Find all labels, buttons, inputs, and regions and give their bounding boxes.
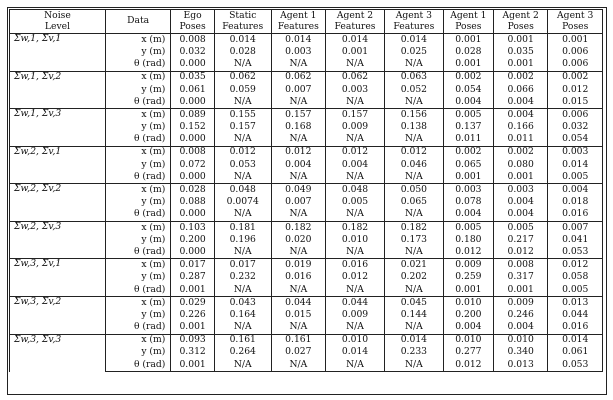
value-cell: 0.054 (443, 84, 493, 96)
value-cell: 0.232 (214, 272, 271, 284)
value-cell: N/A (326, 96, 385, 109)
value-cell: 0.025 (384, 46, 443, 58)
value-cell: 0.078 (443, 196, 493, 208)
value-cell: 0.012 (384, 146, 443, 159)
value-cell: 0.200 (443, 309, 493, 321)
column-header-line: Poses (455, 20, 482, 32)
value-cell: 0.156 (384, 109, 443, 122)
value-cell: 0.014 (214, 34, 271, 47)
value-cell: 0.088 (171, 196, 215, 208)
value-cell: 0.019 (271, 259, 326, 272)
value-cell: 0.004 (493, 196, 548, 208)
value-cell: 0.001 (443, 58, 493, 71)
table-row (10, 109, 603, 122)
value-cell: 0.000 (171, 246, 215, 259)
value-cell: 0.202 (384, 272, 443, 284)
value-cell: N/A (326, 246, 385, 259)
value-cell: 0.137 (443, 121, 493, 133)
value-cell: 0.059 (214, 84, 271, 96)
value-cell: 0.0074 (214, 196, 271, 208)
value-cell: 0.144 (384, 309, 443, 321)
value-cell: 0.014 (548, 159, 603, 171)
value-cell: 0.103 (171, 221, 215, 234)
value-cell: 0.053 (214, 159, 271, 171)
value-cell: 0.014 (384, 34, 443, 47)
value-cell: 0.093 (171, 334, 215, 347)
noise-level-cell: Σw,2, Σv,2 (10, 184, 106, 222)
column-header-line: Features (222, 20, 264, 32)
data-label-cell: y (m) (105, 234, 170, 246)
value-cell: 0.002 (493, 71, 548, 84)
value-cell: 0.001 (493, 171, 548, 184)
value-cell: 0.041 (548, 234, 603, 246)
value-cell: N/A (214, 96, 271, 109)
value-cell: 0.004 (326, 159, 385, 171)
value-cell: 0.080 (493, 159, 548, 171)
value-cell: 0.005 (443, 221, 493, 234)
column-header (10, 10, 106, 34)
value-cell: 0.005 (443, 109, 493, 122)
value-cell: 0.006 (548, 58, 603, 71)
value-cell: 0.009 (326, 309, 385, 321)
value-cell: N/A (326, 209, 385, 222)
value-cell: 0.043 (214, 296, 271, 309)
value-cell: 0.003 (271, 46, 326, 58)
value-cell: N/A (384, 321, 443, 334)
column-header-line: Poses (562, 20, 589, 32)
header-row (10, 10, 603, 34)
value-cell: 0.016 (326, 259, 385, 272)
value-cell: 0.014 (384, 334, 443, 347)
table-row (10, 259, 603, 272)
value-cell: 0.007 (548, 221, 603, 234)
column-header-line: Features (334, 20, 376, 32)
value-cell: 0.021 (384, 259, 443, 272)
noise-level-cell: Σw,2, Σv,3 (10, 221, 106, 259)
table-row (10, 184, 603, 197)
value-cell: 0.010 (326, 334, 385, 347)
value-cell: 0.017 (214, 259, 271, 272)
value-cell: 0.014 (326, 347, 385, 359)
value-cell: 0.008 (493, 259, 548, 272)
column-header-line: Poses (507, 20, 534, 32)
value-cell: 0.005 (493, 221, 548, 234)
data-label-cell: θ (rad) (105, 58, 170, 71)
column-header-line: Agent 1 (450, 10, 487, 21)
column-header (214, 10, 271, 34)
value-cell: 0.062 (214, 71, 271, 84)
value-cell: 0.066 (493, 84, 548, 96)
value-cell: 0.012 (443, 359, 493, 372)
value-cell: 0.048 (214, 184, 271, 197)
value-cell: N/A (384, 246, 443, 259)
value-cell: 0.007 (271, 84, 326, 96)
value-cell: 0.089 (171, 109, 215, 122)
value-cell: 0.007 (271, 196, 326, 208)
value-cell: N/A (271, 96, 326, 109)
value-cell: 0.317 (493, 272, 548, 284)
value-cell: N/A (271, 134, 326, 147)
column-header-line: Features (277, 20, 319, 32)
value-cell: 0.002 (548, 71, 603, 84)
value-cell: 0.277 (443, 347, 493, 359)
value-cell: 0.004 (443, 96, 493, 109)
value-cell: 0.028 (443, 46, 493, 58)
value-cell: 0.001 (548, 34, 603, 47)
data-label-cell: θ (rad) (105, 96, 170, 109)
value-cell: 0.058 (548, 272, 603, 284)
value-cell: N/A (271, 359, 326, 372)
data-label-cell: y (m) (105, 46, 170, 58)
value-cell: 0.003 (443, 184, 493, 197)
value-cell: 0.000 (171, 171, 215, 184)
value-cell: 0.016 (548, 321, 603, 334)
data-label-cell: θ (rad) (105, 284, 170, 297)
value-cell: 0.045 (384, 296, 443, 309)
value-cell: 0.053 (548, 246, 603, 259)
value-cell: 0.012 (326, 146, 385, 159)
value-cell: N/A (326, 321, 385, 334)
value-cell: N/A (384, 359, 443, 372)
value-cell: N/A (214, 359, 271, 372)
value-cell: 0.001 (443, 284, 493, 297)
value-cell: N/A (271, 321, 326, 334)
value-cell: 0.181 (214, 221, 271, 234)
value-cell: 0.001 (493, 34, 548, 47)
value-cell: 0.152 (171, 121, 215, 133)
value-cell: 0.009 (443, 259, 493, 272)
noise-level-cell: Σw,1, Σv,1 (10, 34, 106, 72)
value-cell: 0.340 (493, 347, 548, 359)
value-cell: 0.012 (493, 246, 548, 259)
value-cell: N/A (326, 171, 385, 184)
data-label-cell: y (m) (105, 121, 170, 133)
value-cell: 0.000 (171, 96, 215, 109)
data-label-cell: θ (rad) (105, 209, 170, 222)
value-cell: 0.002 (443, 146, 493, 159)
value-cell: 0.017 (171, 259, 215, 272)
value-cell: 0.155 (214, 109, 271, 122)
value-cell: 0.004 (271, 159, 326, 171)
column-header (548, 10, 603, 34)
value-cell: 0.032 (171, 46, 215, 58)
results-table (9, 9, 603, 372)
value-cell: 0.015 (271, 309, 326, 321)
value-cell: N/A (326, 58, 385, 71)
noise-level-cell: Σw,3, Σv,3 (10, 334, 106, 372)
value-cell: 0.061 (548, 347, 603, 359)
value-cell: 0.044 (548, 309, 603, 321)
value-cell: N/A (214, 134, 271, 147)
column-header (326, 10, 385, 34)
value-cell: 0.044 (271, 296, 326, 309)
table-row (10, 34, 603, 47)
value-cell: 0.062 (271, 71, 326, 84)
value-cell: 0.012 (271, 146, 326, 159)
noise-level-cell: Σw,3, Σv,1 (10, 259, 106, 297)
value-cell: 0.014 (548, 334, 603, 347)
value-cell: 0.011 (493, 134, 548, 147)
column-header-line: Features (393, 20, 435, 32)
value-cell: 0.166 (493, 121, 548, 133)
data-label-cell: y (m) (105, 309, 170, 321)
value-cell: N/A (384, 284, 443, 297)
value-cell: 0.052 (384, 84, 443, 96)
table-row (10, 334, 603, 347)
value-cell: 0.157 (271, 109, 326, 122)
value-cell: 0.157 (214, 121, 271, 133)
value-cell: 0.264 (214, 347, 271, 359)
value-cell: 0.005 (548, 284, 603, 297)
value-cell: 0.035 (171, 71, 215, 84)
table-row (10, 296, 603, 309)
table-row (10, 221, 603, 234)
value-cell: 0.006 (548, 46, 603, 58)
data-label-cell: y (m) (105, 347, 170, 359)
column-header (171, 10, 215, 34)
value-cell: 0.004 (548, 184, 603, 197)
value-cell: 0.010 (443, 334, 493, 347)
value-cell: 0.005 (548, 171, 603, 184)
value-cell: N/A (214, 209, 271, 222)
value-cell: 0.053 (548, 359, 603, 372)
data-label-cell: x (m) (105, 71, 170, 84)
value-cell: N/A (271, 284, 326, 297)
value-cell: 0.182 (326, 221, 385, 234)
value-cell: 0.072 (171, 159, 215, 171)
value-cell: 0.173 (384, 234, 443, 246)
value-cell: N/A (384, 58, 443, 71)
value-cell: 0.164 (214, 309, 271, 321)
value-cell: 0.003 (326, 84, 385, 96)
value-cell: 0.000 (171, 209, 215, 222)
value-cell: 0.010 (443, 296, 493, 309)
value-cell: N/A (271, 246, 326, 259)
value-cell: 0.013 (493, 359, 548, 372)
value-cell: 0.012 (443, 246, 493, 259)
value-cell: 0.001 (493, 58, 548, 71)
value-cell: 0.180 (443, 234, 493, 246)
value-cell: 0.009 (493, 296, 548, 309)
value-cell: N/A (214, 284, 271, 297)
value-cell: 0.006 (548, 109, 603, 122)
column-header-line: Agent 1 (280, 10, 317, 21)
data-label-cell: θ (rad) (105, 359, 170, 372)
value-cell: N/A (271, 58, 326, 71)
value-cell: 0.001 (171, 321, 215, 334)
column-header (384, 10, 443, 34)
value-cell: N/A (214, 171, 271, 184)
value-cell: 0.016 (271, 272, 326, 284)
value-cell: N/A (326, 134, 385, 147)
value-cell: 0.028 (214, 46, 271, 58)
value-cell: 0.008 (171, 146, 215, 159)
value-cell: 0.182 (384, 221, 443, 234)
value-cell: N/A (384, 96, 443, 109)
data-label-cell: x (m) (105, 109, 170, 122)
value-cell: 0.032 (548, 121, 603, 133)
value-cell: 0.001 (171, 284, 215, 297)
value-cell: 0.054 (548, 134, 603, 147)
value-cell: 0.004 (443, 321, 493, 334)
value-cell: 0.012 (548, 259, 603, 272)
value-cell: 0.008 (171, 34, 215, 47)
value-cell: 0.065 (443, 159, 493, 171)
value-cell: 0.200 (171, 234, 215, 246)
data-label-cell: θ (rad) (105, 246, 170, 259)
value-cell: 0.312 (171, 347, 215, 359)
value-cell: 0.029 (171, 296, 215, 309)
data-label-cell: x (m) (105, 34, 170, 47)
value-cell: 0.182 (271, 221, 326, 234)
column-header-line: Static (229, 10, 257, 21)
value-cell: 0.044 (326, 296, 385, 309)
noise-level-cell: Σw,1, Σv,3 (10, 109, 106, 147)
value-cell: 0.028 (171, 184, 215, 197)
column-header-line: Level (44, 20, 71, 32)
value-cell: 0.009 (326, 121, 385, 133)
data-label-cell: x (m) (105, 221, 170, 234)
column-header-line: Data (127, 15, 150, 27)
column-header (443, 10, 493, 34)
data-label-cell: θ (rad) (105, 134, 170, 147)
value-cell: 0.014 (271, 34, 326, 47)
column-header-line: Agent 3 (395, 10, 433, 21)
value-cell: N/A (326, 284, 385, 297)
value-cell: 0.003 (548, 146, 603, 159)
value-cell: 0.005 (326, 196, 385, 208)
table-row (10, 71, 603, 84)
noise-level-cell: Σw,1, Σv,2 (10, 71, 106, 109)
value-cell: 0.002 (493, 146, 548, 159)
value-cell: 0.168 (271, 121, 326, 133)
value-cell: 0.061 (171, 84, 215, 96)
value-cell: 0.049 (271, 184, 326, 197)
value-cell: 0.027 (271, 347, 326, 359)
value-cell: N/A (384, 171, 443, 184)
column-header-line: Ego (183, 10, 202, 21)
value-cell: 0.217 (493, 234, 548, 246)
value-cell: 0.011 (443, 134, 493, 147)
value-cell: 0.004 (493, 321, 548, 334)
value-cell: 0.003 (493, 184, 548, 197)
value-cell: 0.138 (384, 121, 443, 133)
column-header (493, 10, 548, 34)
value-cell: N/A (214, 246, 271, 259)
value-cell: 0.010 (493, 334, 548, 347)
value-cell: 0.014 (326, 34, 385, 47)
column-header (271, 10, 326, 34)
table-row (10, 146, 603, 159)
column-header-line: Agent 2 (502, 10, 539, 21)
value-cell: 0.065 (384, 196, 443, 208)
value-cell: 0.004 (493, 209, 548, 222)
value-cell: 0.001 (171, 359, 215, 372)
column-header-line: Agent 2 (336, 10, 374, 21)
value-cell: 0.259 (443, 272, 493, 284)
value-cell: 0.063 (384, 71, 443, 84)
value-cell: 0.001 (443, 171, 493, 184)
data-label-cell: x (m) (105, 259, 170, 272)
noise-level-cell: Σw,3, Σv,2 (10, 296, 106, 334)
value-cell: 0.004 (493, 109, 548, 122)
value-cell: 0.013 (548, 296, 603, 309)
value-cell: N/A (214, 58, 271, 71)
noise-level-cell: Σw,2, Σv,1 (10, 146, 106, 184)
value-cell: 0.157 (326, 109, 385, 122)
value-cell: 0.001 (326, 46, 385, 58)
value-cell: 0.050 (384, 184, 443, 197)
value-cell: 0.012 (326, 272, 385, 284)
value-cell: 0.000 (171, 58, 215, 71)
value-cell: 0.035 (493, 46, 548, 58)
column-header-line: Poses (179, 20, 206, 32)
column-header (105, 10, 170, 34)
value-cell: 0.062 (326, 71, 385, 84)
value-cell: 0.012 (548, 84, 603, 96)
value-cell: 0.004 (443, 209, 493, 222)
value-cell: 0.016 (548, 209, 603, 222)
value-cell: 0.046 (384, 159, 443, 171)
value-cell: 0.048 (326, 184, 385, 197)
data-label-cell: y (m) (105, 159, 170, 171)
value-cell: 0.001 (443, 34, 493, 47)
value-cell: 0.161 (271, 334, 326, 347)
value-cell: 0.015 (548, 96, 603, 109)
data-label-cell: x (m) (105, 296, 170, 309)
data-label-cell: θ (rad) (105, 321, 170, 334)
value-cell: 0.001 (493, 284, 548, 297)
value-cell: N/A (271, 171, 326, 184)
data-label-cell: y (m) (105, 196, 170, 208)
value-cell: 0.004 (493, 96, 548, 109)
data-label-cell: x (m) (105, 334, 170, 347)
value-cell: N/A (384, 209, 443, 222)
value-cell: N/A (214, 321, 271, 334)
value-cell: 0.226 (171, 309, 215, 321)
data-label-cell: y (m) (105, 272, 170, 284)
value-cell: 0.196 (214, 234, 271, 246)
value-cell: 0.287 (171, 272, 215, 284)
value-cell: 0.002 (443, 71, 493, 84)
value-cell: N/A (326, 359, 385, 372)
value-cell: N/A (384, 134, 443, 147)
column-header-line: Noise (44, 10, 71, 21)
value-cell: 0.010 (326, 234, 385, 246)
value-cell: 0.246 (493, 309, 548, 321)
data-label-cell: θ (rad) (105, 171, 170, 184)
table-header (10, 10, 603, 34)
data-label-cell: y (m) (105, 84, 170, 96)
value-cell: 0.233 (384, 347, 443, 359)
value-cell: 0.000 (171, 134, 215, 147)
column-header-line: Agent 3 (557, 10, 594, 21)
value-cell: 0.018 (548, 196, 603, 208)
value-cell: 0.161 (214, 334, 271, 347)
value-cell: 0.012 (214, 146, 271, 159)
value-cell: N/A (271, 209, 326, 222)
data-label-cell: x (m) (105, 146, 170, 159)
table-body (10, 34, 603, 372)
data-label-cell: x (m) (105, 184, 170, 197)
value-cell: 0.020 (271, 234, 326, 246)
